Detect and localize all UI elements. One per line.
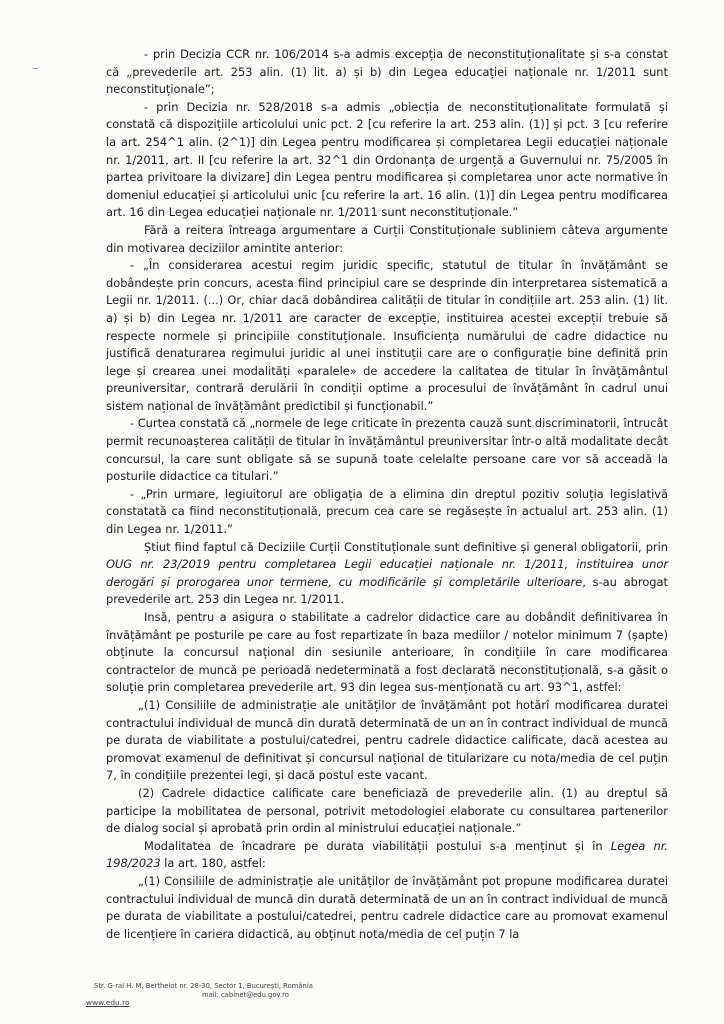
quote-paragraph: „(1) Consiliile de administrație ale unităților de învățământ pot propune modificarea duratei contractului individual de muncă din durată determinată de un an în contract individual de muncă pe durata de viabilitate a postului/catedrei, pentru cadrele didactice care au promovat examenul de licențiere în cariera didactică, au obținut nota/media de cel puțin 7 la (106, 873, 668, 941)
paragraph: - prin Decizia nr. 528/2018 s-a admis „obiecția de neconstituționalitate formulată și constată că dispozițiile articolului unic pct. 2 [cu referire la art. 253 alin. (1)] și pct. 3 [cu referire la art. 254^1 alin. (2^1)] din Legea pentru modificarea și completarea Legii educației naționale nr. 1/2011, art. II [cu referire la art. 32^1 din Ordonanța de urgență a Guvernului nr. 75/2005 în partea privitoare la divizare] din Legea pentru modificarea și completarea unor acte normative în domeniul educației și articolului unic [cu referire la art. 16 alin. (1)] din Legea pentru modificarea art. 16 din Legea educației naționale nr. 1/2011 sunt neconstituționale.” (106, 99, 668, 220)
scan-mark (33, 68, 38, 69)
quote-paragraph: - „În considerarea acestui regim juridic specific, statutul de titular în învățământ se dobândește prin concurs, acesta fiind principiul care se desprinde din interpretarea sistematică a Legii nr. 1/2011. (...) Or, chiar dacă dobândirea calității de titular în condițiile art. 253 alin. (1) lit. a) și b) din Legea nr. 1/2011 are caracter de excepție, instituirea acestei excepții trebuie să respecte normele și principiile constituționale. Insuficiența numărului de cadre didactice nu justifică denaturarea regimului juridic al unei instituții care are o configurație bine definită prin lege și crearea unei modalități «paralele» de accedere la calitatea de titular în învățământul preuniversitar, contrară derulării în condiții optime a procesului de învățământ în cadrul unui sistem național de învățământ predictibil și funcționabil.” (106, 258, 668, 413)
quote-paragraph: (2) Cadrele didactice calificate care beneficiază de prevederile alin. (1) au dreptul să participe la mobilitatea de personal, potrivit metodologiei elaborate cu consultarea partenerilor de dialog social și aprobată prin ordin al ministrului educației naționale.” (106, 785, 668, 836)
text-run: Știut fiind faptul că Deciziile Curții Constituționale sunt definitive și general obligatorii, prin (144, 539, 668, 554)
paragraph: - prin Decizia CCR nr. 106/2014 s-a admis excepția de neconstituționalitate și s-a constat că „prevederile art. 253 alin. (1) lit. a) și b) din Legea educației naționale nr. 1/2011 sunt neconstituționale”; (106, 47, 668, 97)
paragraph: Insă, pentru a asigura o stabilitate a cadrelor didactice care au dobândit definitivarea în învățământ pe posturile pe care au fost repartizate în baza mediilor / notelor minimum 7 (șapte) obținute la concursul național din sesiunile anterioare, în condițiile în care modificarea contractelor de muncă pe perioadă nedeterminată a fost declarată neconstituțională, s-a găsit o soluție prin completarea prevederile art. 93 din legea sus-menționată cu art. 93^1, astfel: (106, 610, 668, 695)
italic-run: Legea nr. 198/2023 (106, 838, 668, 871)
text-run: la art. 180, astfel: (160, 856, 266, 871)
text-run: , s-au abrogat prevederile art. 253 din Legea nr. 1/2011. (106, 574, 668, 607)
quote-paragraph: „(1) Consiliile de administrație ale unităților de învățământ pot hotărî modificarea duratei contractului individual de muncă din durată determinată de un an în contract individual de muncă pe durata de viabilitate a postului/catedrei, pentru cadrele didactice calificate, dacă acestea au promovat examenul de definitivat și concursul național de titularizare cu nota/media de cel puțin 7, în condițiile prezentei legi, și dacă postul este vacant. (106, 697, 668, 783)
quote-paragraph: - „Prin urmare, legiuitorul are obligația de a elimina din dreptul pozitiv soluția legislativă constatată ca fiind neconstituțională, precum cea care se regăsește în actualul art. 253 alin. (1) din Legea nr. 1/2011.” (106, 486, 668, 537)
footer-email: mail: cabinet@edu.gov.ro (202, 990, 289, 999)
paragraph (106, 838, 668, 873)
paragraph: Fără a reitera întreaga argumentare a Curții Constituționale subliniem câteva argumente din motivarea deciziilor amintite anterior: (106, 222, 668, 255)
quote-paragraph: - Curtea constată că „normele de lege criticate în prezenta cauză sunt discriminatorii, întrucât permit recunoașterea calității de titular în învățământul preuniversitar într-o altă modalitate decât concursul, la care sunt obligate să se supună toate celelalte persoane care vor să acceadă la posturile didactice ca titulari.” (106, 416, 668, 484)
footer-address: Str. G-ral H. M. Berthelot nr. 28-30, Sector 1, București, România (94, 982, 313, 990)
paragraph (106, 539, 668, 609)
text-run: Modalitatea de încadrare pe durata viabilității postului s-a menținut și în (144, 838, 611, 853)
document-body (106, 46, 668, 943)
italic-run: OUG nr. 23/2019 pentru completarea Legii educației naționale nr. 1/2011, instituirea unor derogări și prorogarea unor termene, cu modificările și completările ulterioare (106, 557, 668, 589)
page-footer (86, 982, 406, 1008)
footer-website[interactable]: www.edu.ro (86, 998, 130, 1008)
